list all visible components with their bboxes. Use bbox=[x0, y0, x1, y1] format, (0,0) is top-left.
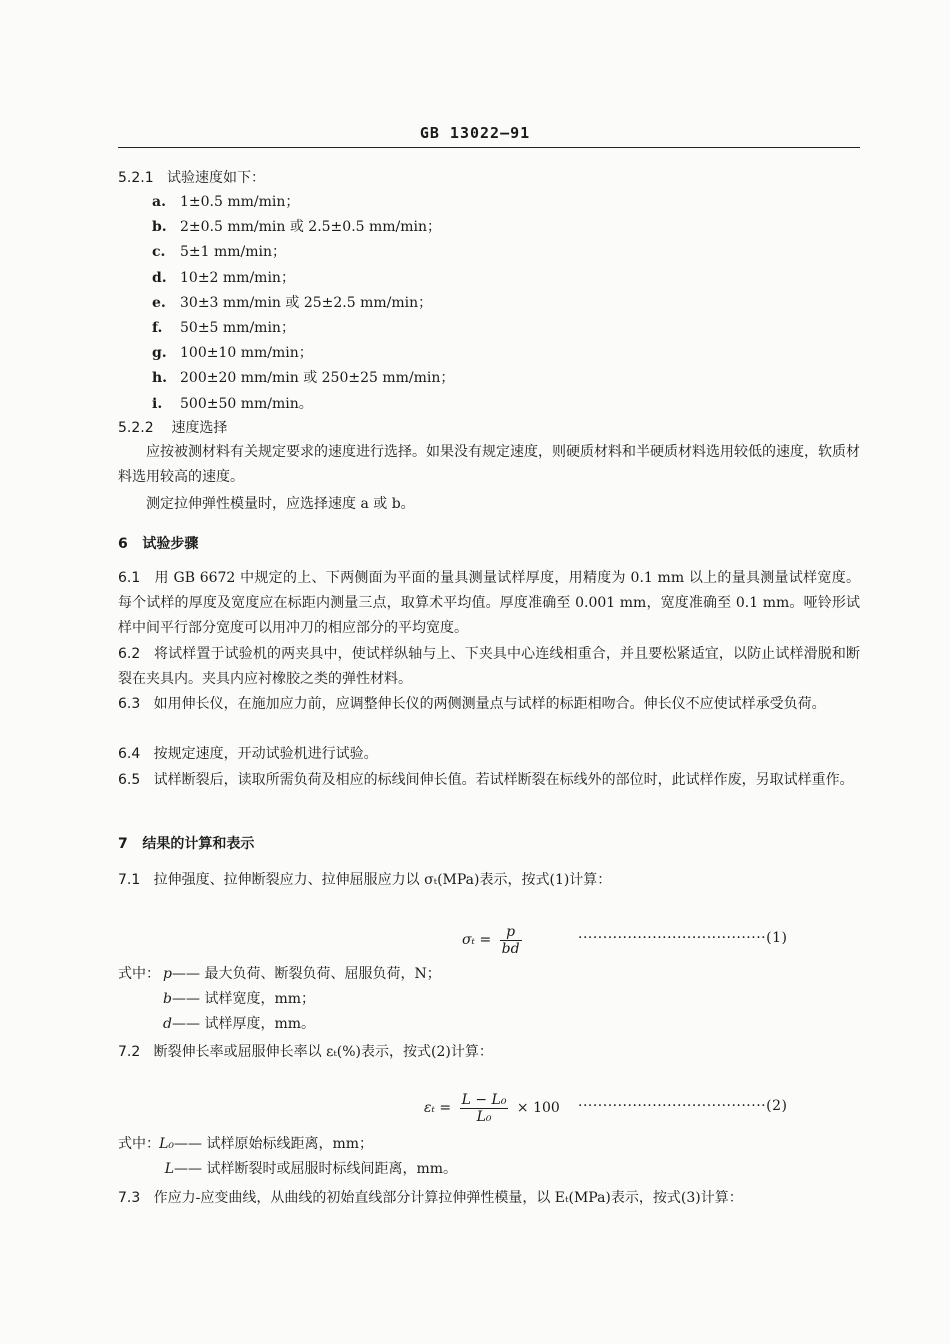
clause-6-1 bbox=[118, 566, 860, 641]
section-6-heading bbox=[118, 534, 198, 554]
symbol-definition bbox=[130, 1014, 315, 1034]
symbol: p bbox=[163, 966, 172, 982]
equation-fraction bbox=[460, 1092, 509, 1125]
item-label: c. bbox=[152, 244, 166, 261]
equation-2 bbox=[424, 1090, 560, 1126]
clause-text: 拉伸强度、拉伸断裂应力、拉伸屈服应力以 σₜ(MPa)表示，按式(1)计算： bbox=[153, 872, 612, 888]
symbol-definition bbox=[132, 1159, 457, 1179]
clause-text: 将试样置于试验机的两夹具中，使试样纵轴与上、下夹具中心连线相重合，并且要松紧适宜，以防止试样滑脱和断裂在夹具内。夹具内应衬橡胶之类的弹性材料。 bbox=[118, 646, 860, 687]
fraction-numerator: p bbox=[500, 924, 522, 941]
section-5-2-1-heading bbox=[118, 168, 265, 188]
clause-number: 6.2 bbox=[118, 646, 141, 662]
clause-number: 6.3 bbox=[118, 696, 141, 712]
fraction-denominator: bd bbox=[501, 940, 520, 957]
item-label: d. bbox=[152, 269, 167, 286]
header-rule bbox=[118, 147, 860, 148]
fraction-denominator: L₀ bbox=[476, 1108, 492, 1125]
equation-lhs: εₜ = bbox=[424, 1100, 452, 1116]
section-number: 7 bbox=[118, 836, 128, 852]
clause-6-4 bbox=[118, 742, 860, 767]
equation-fraction bbox=[500, 924, 522, 957]
clause-text: 按规定速度，开动试验机进行试验。 bbox=[153, 746, 378, 762]
section-number: 5.2.2 bbox=[118, 420, 154, 436]
item-label: e. bbox=[152, 294, 166, 311]
item-text: 10±2 mm/min； bbox=[180, 269, 295, 286]
clause-6-3 bbox=[118, 692, 860, 717]
section-title: 速度选择 bbox=[171, 420, 228, 436]
symbol-definition bbox=[130, 964, 441, 984]
section-number: 5.2.1 bbox=[118, 170, 154, 186]
page-header-code: GB 13022—91 bbox=[419, 124, 531, 142]
equation-1-leader: ······································(1) bbox=[578, 930, 788, 946]
section-title: 试验步骤 bbox=[142, 536, 199, 552]
item-text: 50±5 mm/min； bbox=[180, 320, 295, 336]
item-label: g. bbox=[152, 345, 167, 362]
fraction-numerator: L − L₀ bbox=[461, 1091, 507, 1108]
speed-item bbox=[152, 217, 441, 237]
symbol: d bbox=[163, 1016, 172, 1032]
speed-item bbox=[152, 368, 454, 388]
clause-text: 断裂伸长率或屈服伸长率以 εₜ(%)表示，按式(2)计算： bbox=[153, 1044, 493, 1060]
symbol-description: —— 试样宽度，mm； bbox=[172, 991, 316, 1007]
section-5-2-2-heading bbox=[118, 418, 227, 438]
where-lead-2: 式中： bbox=[118, 1136, 160, 1152]
speed-selection-paragraph: 应按被测材料有关规定要求的速度进行选择。如果没有规定速度，则硬质材料和半硬质材料选用较低的速度，软质材料选用较高的速度。 bbox=[118, 444, 860, 485]
equation-2-leader: ······································(2) bbox=[578, 1098, 788, 1114]
symbol: b bbox=[163, 991, 172, 1007]
item-label: b. bbox=[152, 219, 167, 236]
equation-rhs: × 100 bbox=[516, 1100, 560, 1116]
modulus-speed-note: 测定拉伸弹性模量时，应选择速度 a 或 b。 bbox=[146, 496, 415, 512]
equation-number: (2) bbox=[766, 1098, 788, 1114]
clause-number: 7.3 bbox=[118, 1190, 141, 1206]
clause-number: 7.1 bbox=[118, 872, 141, 888]
clause-text: 作应力-应变曲线，从曲线的初始直线部分计算拉伸弹性模量，以 Eₜ(MPa)表示，按式(3)计算： bbox=[153, 1190, 743, 1206]
section-7-heading bbox=[118, 834, 254, 854]
symbol-definition bbox=[130, 989, 315, 1009]
item-label: a. bbox=[152, 194, 166, 210]
item-text: 500±50 mm/min。 bbox=[180, 395, 313, 412]
clause-text: 试样断裂后，读取所需负荷及相应的标线间伸长值。若试样断裂在标线外的部位时，此试样作废，另取试样重作。 bbox=[153, 772, 854, 788]
speed-item bbox=[152, 268, 295, 288]
item-text: 1±0.5 mm/min； bbox=[180, 194, 300, 210]
equation-number: (1) bbox=[766, 930, 788, 946]
symbol-description: —— 试样断裂时或屈服时标线间距离，mm。 bbox=[174, 1161, 457, 1177]
clause-text: 用 GB 6672 中规定的上、下两侧面为平面的量具测量试样厚度，用精度为 0.1 mm 以上的量具测量试样宽度。每个试样的厚度及宽度应在标距内测量三点，取算术平均值。厚度准确至 0.001 mm，宽度准确至 0.1 mm。哑铃形试样中间平行部分宽度可以用冲刀的相应部分的平均宽度。 bbox=[118, 570, 860, 636]
speed-item bbox=[152, 293, 432, 313]
item-label: f. bbox=[152, 320, 163, 336]
speed-item bbox=[152, 192, 299, 212]
clause-number: 6.4 bbox=[118, 746, 141, 762]
section-title: 结果的计算和表示 bbox=[142, 836, 255, 852]
clause-7-2 bbox=[118, 1040, 860, 1065]
clause-number: 6.1 bbox=[118, 570, 141, 586]
clause-number: 6.5 bbox=[118, 772, 141, 788]
item-text: 2±0.5 mm/min 或 2.5±0.5 mm/min； bbox=[180, 219, 442, 236]
item-label: i. bbox=[152, 395, 163, 412]
symbol-description: —— 试样厚度，mm。 bbox=[172, 1016, 316, 1032]
symbol: L₀ bbox=[159, 1136, 174, 1152]
clause-number: 7.2 bbox=[118, 1044, 141, 1060]
clause-6-5 bbox=[118, 768, 860, 793]
clause-6-2 bbox=[118, 642, 860, 692]
speed-item bbox=[152, 394, 313, 414]
section-number: 6 bbox=[118, 536, 128, 552]
equation-lhs: σₜ = bbox=[462, 932, 492, 948]
item-text: 5±1 mm/min； bbox=[180, 244, 287, 261]
symbol: L bbox=[164, 1161, 174, 1177]
speed-item bbox=[152, 242, 286, 262]
speed-item bbox=[152, 318, 295, 338]
clause-7-3 bbox=[118, 1186, 860, 1211]
symbol-description: —— 最大负荷、断裂负荷、屈服负荷，N； bbox=[172, 966, 441, 982]
symbol-description: —— 试样原始标线距离，mm； bbox=[174, 1136, 374, 1152]
clause-7-1 bbox=[118, 868, 860, 893]
item-text: 100±10 mm/min； bbox=[180, 345, 313, 362]
section-title: 试验速度如下： bbox=[166, 170, 265, 186]
item-label: h. bbox=[152, 370, 168, 387]
clause-text: 如用伸长仪，在施加应力前，应调整伸长仪的两侧测量点与试样的标距相吻合。伸长仪不应使试样承受负荷。 bbox=[153, 696, 826, 712]
equation-1 bbox=[462, 922, 526, 958]
item-text: 30±3 mm/min 或 25±2.5 mm/min； bbox=[180, 294, 433, 311]
speed-item bbox=[152, 343, 313, 363]
where-lead-1: 式中： bbox=[118, 966, 160, 982]
item-text: 200±20 mm/min 或 250±25 mm/min； bbox=[180, 370, 455, 387]
symbol-definition bbox=[132, 1134, 373, 1154]
